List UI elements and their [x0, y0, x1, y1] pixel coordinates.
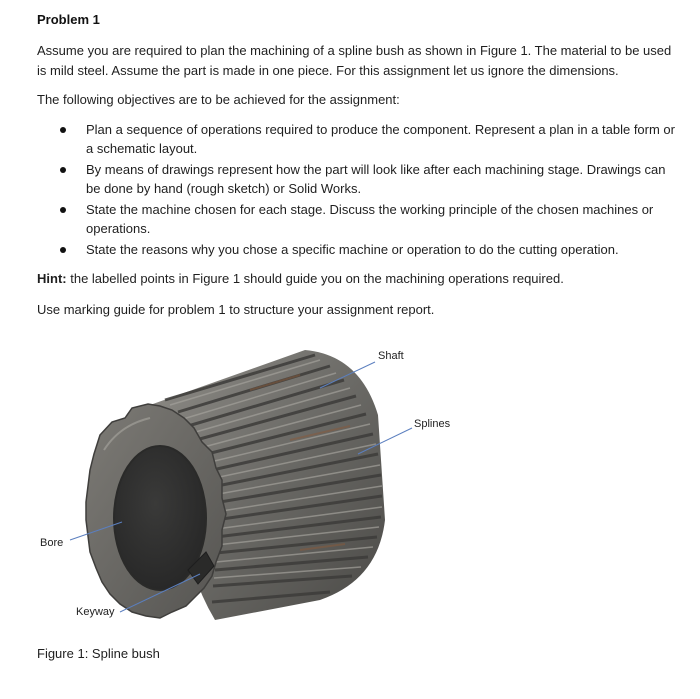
bullet-icon [60, 127, 66, 133]
objective-item [86, 240, 676, 259]
bullet-icon [60, 207, 66, 213]
objective-text: State the reasons why you chose a specific machine or operation to do the cutting operation. [86, 242, 619, 257]
hint-label: Hint: [37, 271, 67, 286]
marking-note: Use marking guide for problem 1 to structure your assignment report. [37, 302, 435, 317]
spline-bush-figure [0, 330, 700, 650]
splines-label: Splines [414, 418, 451, 430]
bore-label: Bore [40, 537, 64, 549]
objective-text: Plan a sequence of operations required to produce the component. Represent a plan in a table form or a schematic layout. [86, 122, 675, 156]
hint-text: the labelled points in Figure 1 should guide you on the machining operations required. [66, 271, 564, 286]
figure-caption: Figure 1: Spline bush [37, 646, 160, 661]
bullet-icon [60, 167, 66, 173]
shaft-label: Shaft [378, 350, 404, 362]
objective-item [86, 160, 676, 198]
hint-paragraph [37, 269, 677, 289]
bullet-icon [60, 247, 66, 253]
objective-text: By means of drawings represent how the part will look like after each machining stage. Drawings can be done by hand (rough sketch) or Solid Works. [86, 162, 666, 196]
objective-item [86, 200, 676, 238]
objectives-intro: The following objectives are to be achieved for the assignment: [37, 92, 400, 107]
spline-bush-illustration [0, 330, 700, 650]
objective-item [86, 120, 676, 158]
objective-text: State the machine chosen for each stage. Discuss the working principle of the chosen machines or operations. [86, 202, 654, 236]
intro-paragraph: Assume you are required to plan the machining of a spline bush as shown in Figure 1. The material to be used is mild steel. Assume the part is made in one piece. For this assignment let us ignore the dimensions. [37, 43, 672, 78]
problem-title: Problem 1 [37, 12, 100, 27]
keyway-label: Keyway [76, 606, 115, 618]
